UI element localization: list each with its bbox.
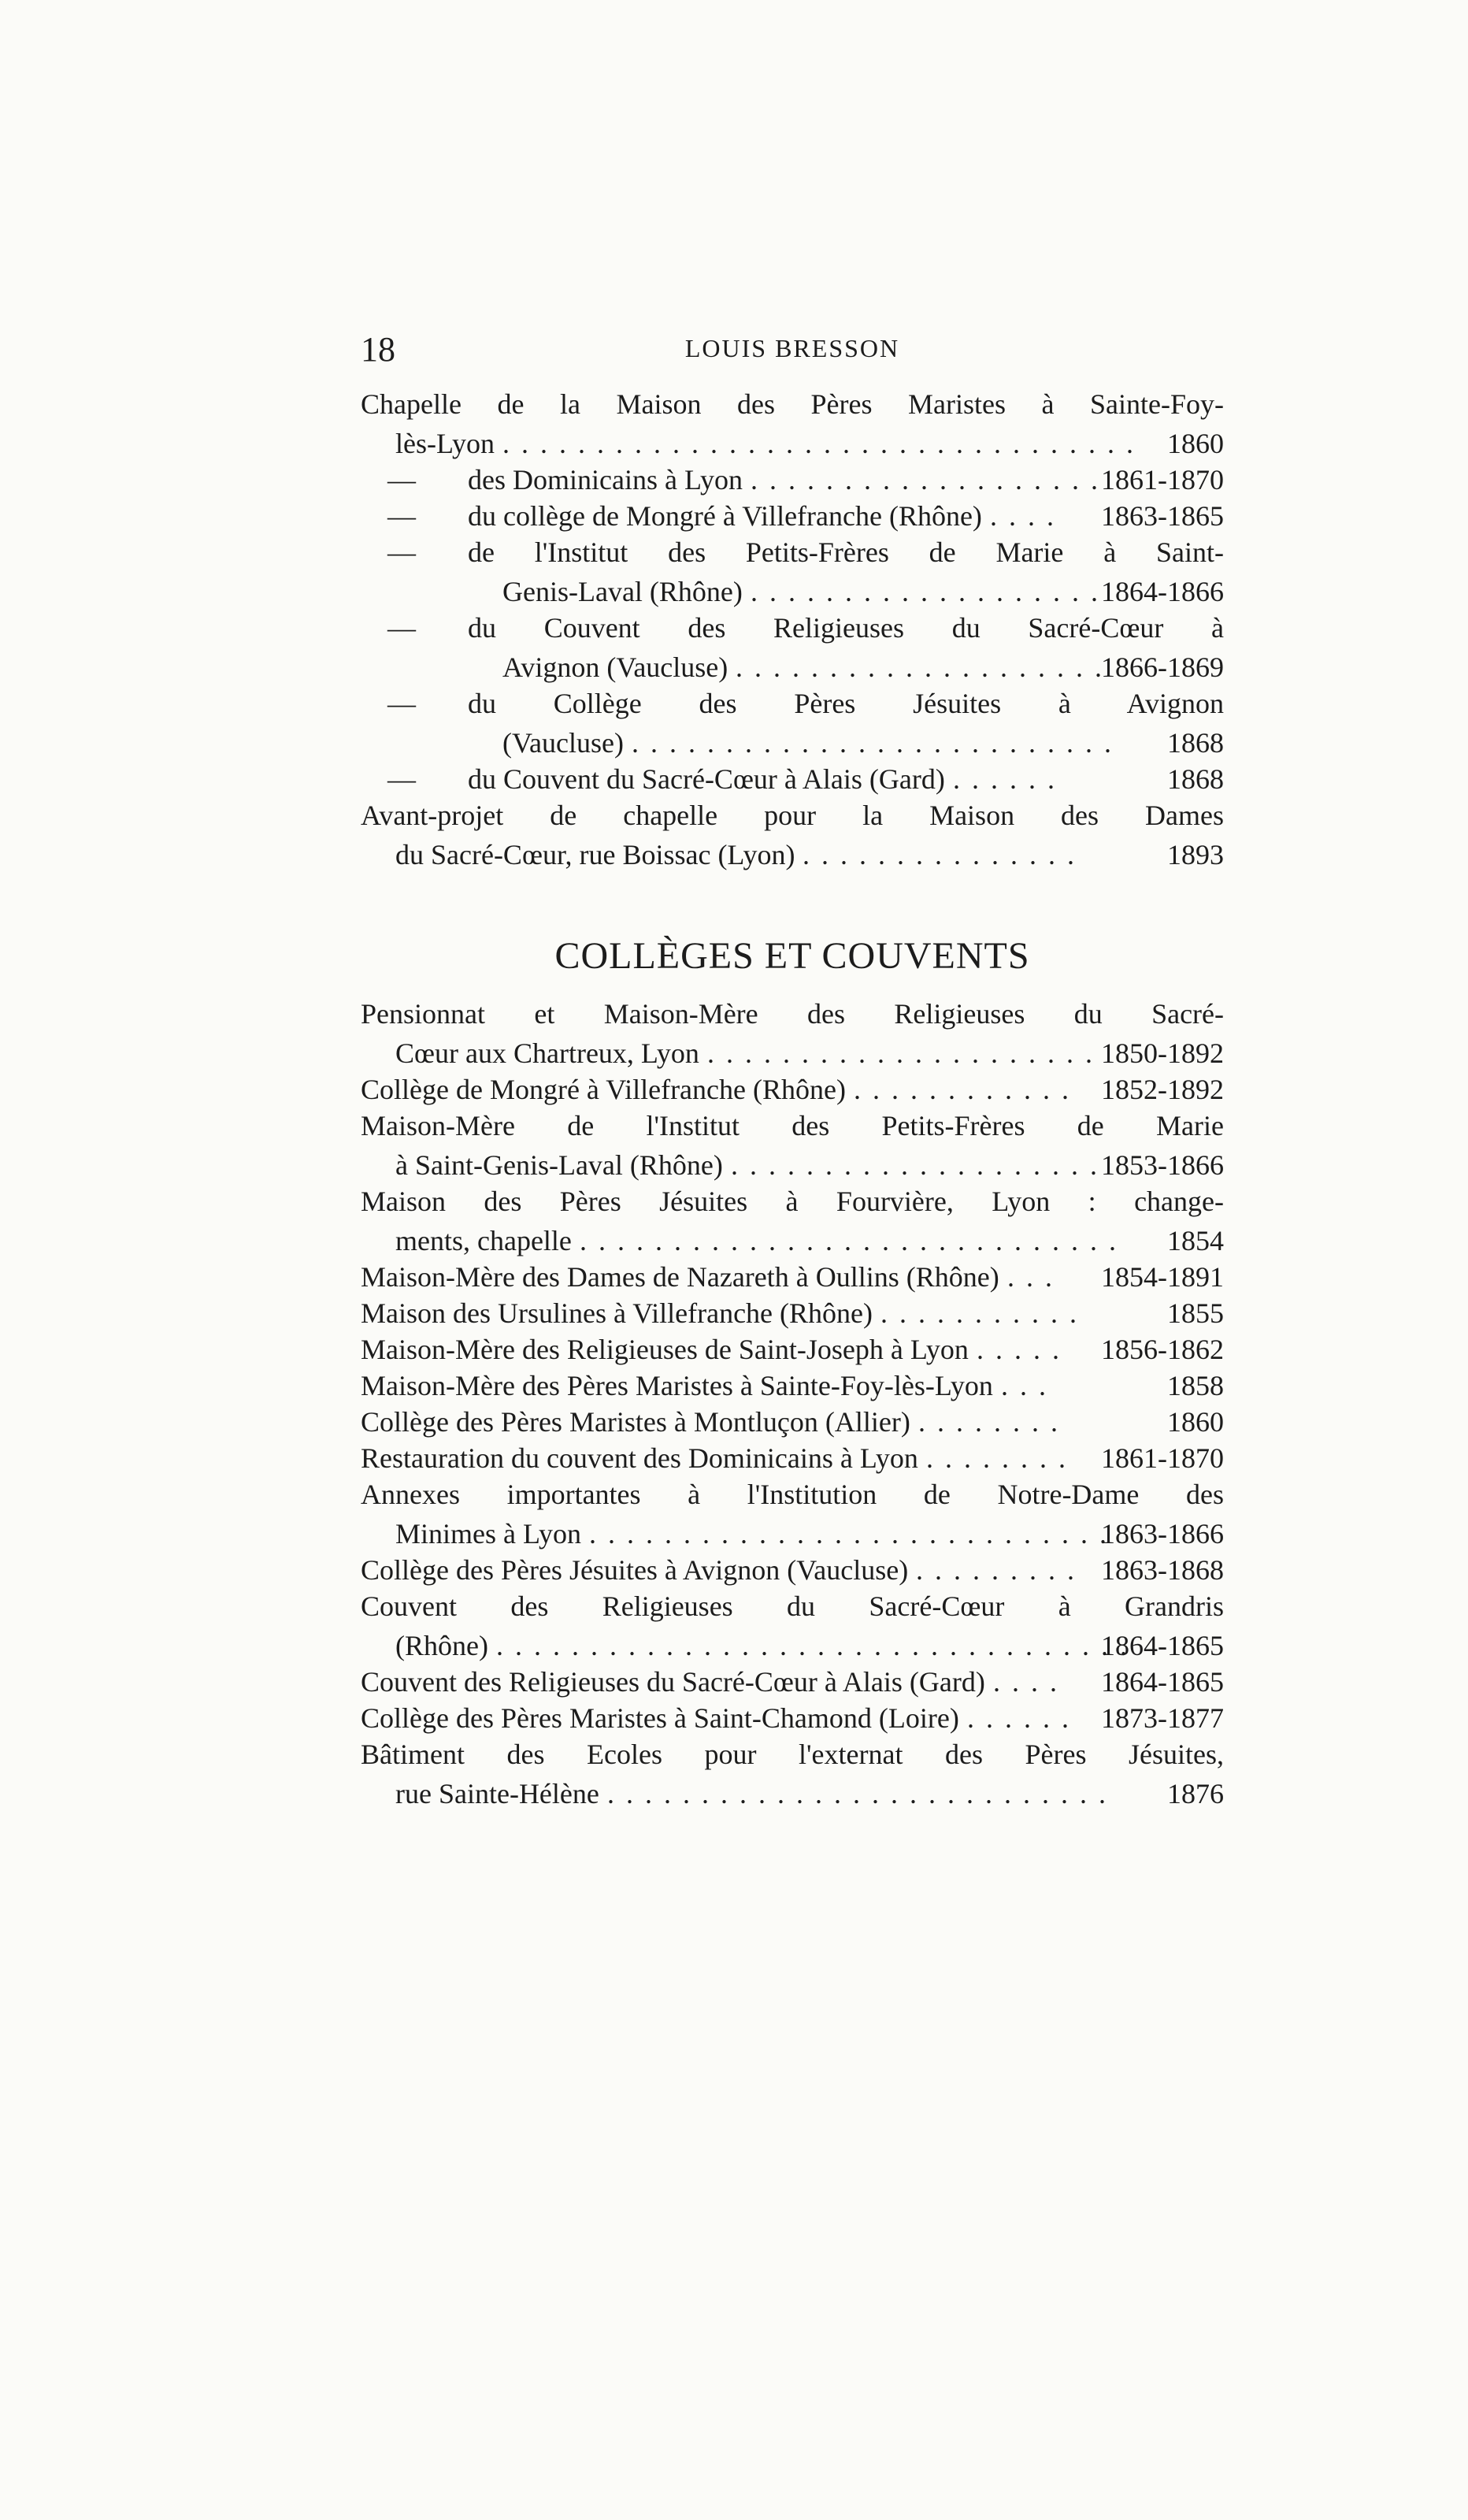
list-entry [361,1257,1224,1297]
entry-line [361,684,1224,723]
entry-date: 1868 [1167,763,1224,795]
entry-text: Couvent des Religieuses du Sacré-Cœur à Grandris [361,1590,1224,1622]
entry-text: Collège des Pères Maristes à Montluçon (Allier) [361,1406,910,1438]
list-entry [361,1366,1224,1405]
dot-leader: . . . [1001,1370,1048,1401]
list-entry [361,1330,1224,1369]
list-entry [361,1106,1224,1185]
entry-date: 1864-1866 [1101,576,1224,607]
entry-date: 1876 [1167,1778,1224,1809]
dot-leader: . . . . . . . . . . . . . . . . . . . . . . . . . . . . . [580,1225,1118,1256]
dot-leader: . . . . . . . . . . . . . . . . . . . . . . . . . . . . . . . . . . [502,428,1136,459]
entry-text: du collège de Mongré à Villefranche (Rhône) [468,500,982,532]
dot-leader: . . . . . . . . . . . . . . . . . . . . [736,651,1104,683]
entry-text: Bâtiment des Ecoles pour l'externat des Pères Jésuites, [361,1739,1224,1770]
ditto-dash: — [387,763,416,795]
list-entry [361,1698,1224,1738]
entry-text: du Couvent du Sacré-Cœur à Alais (Gard) [468,763,945,795]
dot-leader: . . . . . . [953,763,1057,795]
ditto-dash: — [387,464,416,495]
page-number: 18 [361,330,395,369]
list-entry [361,533,1224,611]
entry-line [361,1475,1224,1514]
list-entry [361,1550,1224,1590]
entry-line [361,1070,1224,1109]
entry-line [361,994,1224,1034]
dot-leader: . . . . . . . . . . . . . . . . . . . . . . . . . . [632,727,1114,759]
section-title: COLLÈGES ET COUVENTS [554,935,1030,977]
entry-date: 1858 [1167,1370,1224,1401]
entry-text: Couvent des Religieuses du Sacré-Cœur à Alais (Gard) [361,1666,985,1698]
running-head: LOUIS BRESSON [684,334,900,362]
entry-text: Minimes à Lyon [395,1518,581,1549]
entry-line [361,1626,1224,1665]
dot-leader: . . . . . . . . . . . . . . . . . . . . [731,1149,1099,1181]
list-entry [361,1402,1224,1442]
list-entry [361,384,1224,463]
entry-date: 1863-1866 [1101,1518,1224,1549]
entry-text: Restauration du couvent des Dominicains à Lyon [361,1442,918,1474]
entry-text: Collège des Pères Jésuites à Avignon (Vaucluse) [361,1554,909,1586]
entry-date: 1893 [1167,839,1224,870]
entry-line [361,648,1224,687]
entry-line [361,424,1224,463]
entry-line [361,1735,1224,1774]
dot-leader: . . . . [993,1666,1059,1698]
entry-text: Maison-Mère des Dames de Nazareth à Oullins (Rhône) [361,1261,999,1293]
entry-line [361,608,1224,648]
dot-leader: . . . . . . . . . . . . . . . . . . . . . . . . . . . [607,1778,1108,1809]
entry-text: (Rhône) [395,1630,488,1661]
entry-text: Avant-projet de chapelle pour la Maison des Dames [361,800,1224,831]
entry-line [361,572,1224,611]
dot-leader: . . . . . . [967,1702,1071,1734]
dot-leader: . . . . . . . . . . . . . . . . . . . . . . . . . . . . . . . . . . [496,1630,1129,1661]
dot-leader: . . . . . . . . . . . . . . . . . . . . . . . . . . . . [589,1518,1109,1549]
entry-text: Collège des Pères Maristes à Saint-Chamond (Loire) [361,1702,959,1734]
entry-line [361,1330,1224,1369]
dot-leader: . . . . . . . . . [916,1554,1077,1586]
entry-date: 1854-1891 [1101,1261,1224,1293]
entry-text: Avignon (Vaucluse) [502,651,728,683]
list-entry [361,1438,1224,1478]
entry-text: lès-Lyon [395,428,495,459]
entry-date: 1863-1865 [1101,500,1224,532]
dot-leader: . . . . . . . . . . . . . . . . . . . [751,576,1100,607]
entry-text: du Couvent des Religieuses du Sacré-Cœur à [468,612,1224,644]
entry-line [361,1402,1224,1442]
entry-line [361,1293,1224,1333]
dot-leader: . . . . . . . . [918,1406,1060,1438]
dot-leader: . . . . [990,500,1056,532]
ditto-dash: — [387,536,416,568]
list-entry [361,994,1224,1073]
list-entry [361,1293,1224,1333]
list-entry [361,1475,1224,1553]
entry-text: ments, chapelle [395,1225,572,1256]
entry-line [361,533,1224,572]
dot-leader: . . . . . . . . . . . . . . . [803,839,1077,870]
list-entry [361,1070,1224,1109]
list-entry [361,1587,1224,1665]
entry-date: 1852-1892 [1101,1074,1224,1105]
entry-date: 1868 [1167,727,1224,759]
ditto-dash: — [387,688,416,719]
entry-text: Chapelle de la Maison des Pères Maristes à Sainte-Foy- [361,388,1224,420]
entry-date: 1863-1868 [1101,1554,1224,1586]
entry-text: du Collège des Pères Jésuites à Avignon [468,688,1224,719]
list-entry [361,1182,1224,1260]
entry-date: 1860 [1167,428,1224,459]
entry-line [361,1587,1224,1626]
entry-date: 1861-1870 [1101,464,1224,495]
entry-date: 1853-1866 [1101,1149,1224,1181]
entry-line [361,1698,1224,1738]
list-entry [361,460,1224,499]
dot-leader: . . . . . . . . . . . . . . . . . . . [751,464,1100,495]
entry-line [361,1034,1224,1073]
entry-line [361,1145,1224,1185]
entry-line [361,723,1224,763]
entry-line [361,384,1224,424]
entry-line [361,1514,1224,1553]
list-entry [361,1662,1224,1702]
entry-text: Maison des Pères Jésuites à Fourvière, Lyon : change- [361,1186,1224,1217]
entry-text: (Vaucluse) [502,727,624,759]
entry-text: Genis-Laval (Rhône) [502,576,743,607]
entry-line [361,835,1224,874]
list-entry [361,1735,1224,1813]
entry-text: Cœur aux Chartreux, Lyon [395,1037,699,1069]
entry-line [361,460,1224,499]
entry-date: 1864-1865 [1101,1666,1224,1698]
entry-text: Maison-Mère de l'Institut des Petits-Frères de Marie [361,1110,1224,1141]
list-entry [361,759,1224,799]
entry-text: à Saint-Genis-Laval (Rhône) [395,1149,723,1181]
entry-date: 1850-1892 [1101,1037,1224,1069]
list-entry [361,796,1224,874]
entry-text: Collège de Mongré à Villefranche (Rhône) [361,1074,846,1105]
entry-date: 1866-1869 [1101,651,1224,683]
page-header [361,329,1224,377]
list-entry [361,496,1224,536]
entry-date: 1854 [1167,1225,1224,1256]
entry-line [361,1182,1224,1221]
ditto-dash: — [387,500,416,532]
entry-text: Maison-Mère des Religieuses de Saint-Joseph à Lyon [361,1334,969,1365]
entry-line [361,759,1224,799]
entry-line [361,796,1224,835]
list-entry [361,608,1224,687]
dot-leader: . . . . . . . . . . . . [854,1074,1071,1105]
entry-line [361,1774,1224,1813]
dot-leader: . . . . . . . . . . . [880,1297,1079,1329]
entry-date: 1856-1862 [1101,1334,1224,1365]
entry-text: rue Sainte-Hélène [395,1778,599,1809]
entry-line [361,1106,1224,1145]
dot-leader: . . . [1007,1261,1055,1293]
entry-date: 1873-1877 [1101,1702,1224,1734]
entry-line [361,496,1224,536]
dot-leader: . . . . . . . . [926,1442,1068,1474]
entry-date: 1864-1865 [1101,1630,1224,1661]
entry-text: Maison-Mère des Pères Maristes à Sainte-Foy-lès-Lyon [361,1370,993,1401]
entry-line [361,1366,1224,1405]
entry-line [361,1662,1224,1702]
ditto-dash: — [387,612,416,644]
dot-leader: . . . . . [977,1334,1062,1365]
entry-date: 1861-1870 [1101,1442,1224,1474]
entry-text: Pensionnat et Maison-Mère des Religieuses du Sacré- [361,998,1224,1030]
entry-date: 1855 [1167,1297,1224,1329]
entry-text: des Dominicains à Lyon [468,464,743,495]
entry-line [361,1438,1224,1478]
entry-text: Maison des Ursulines à Villefranche (Rhône) [361,1297,873,1329]
dot-leader: . . . . . . . . . . . . . . . . . . . . . [707,1037,1095,1069]
entry-line [361,1221,1224,1260]
entry-date: 1860 [1167,1406,1224,1438]
entry-text: de l'Institut des Petits-Frères de Marie à Saint- [468,536,1224,568]
entry-text: Annexes importantes à l'Institution de Notre-Dame des [361,1479,1224,1510]
entry-line [361,1550,1224,1590]
entry-line [361,1257,1224,1297]
entry-text: du Sacré-Cœur, rue Boissac (Lyon) [395,839,795,870]
list-entry [361,684,1224,763]
